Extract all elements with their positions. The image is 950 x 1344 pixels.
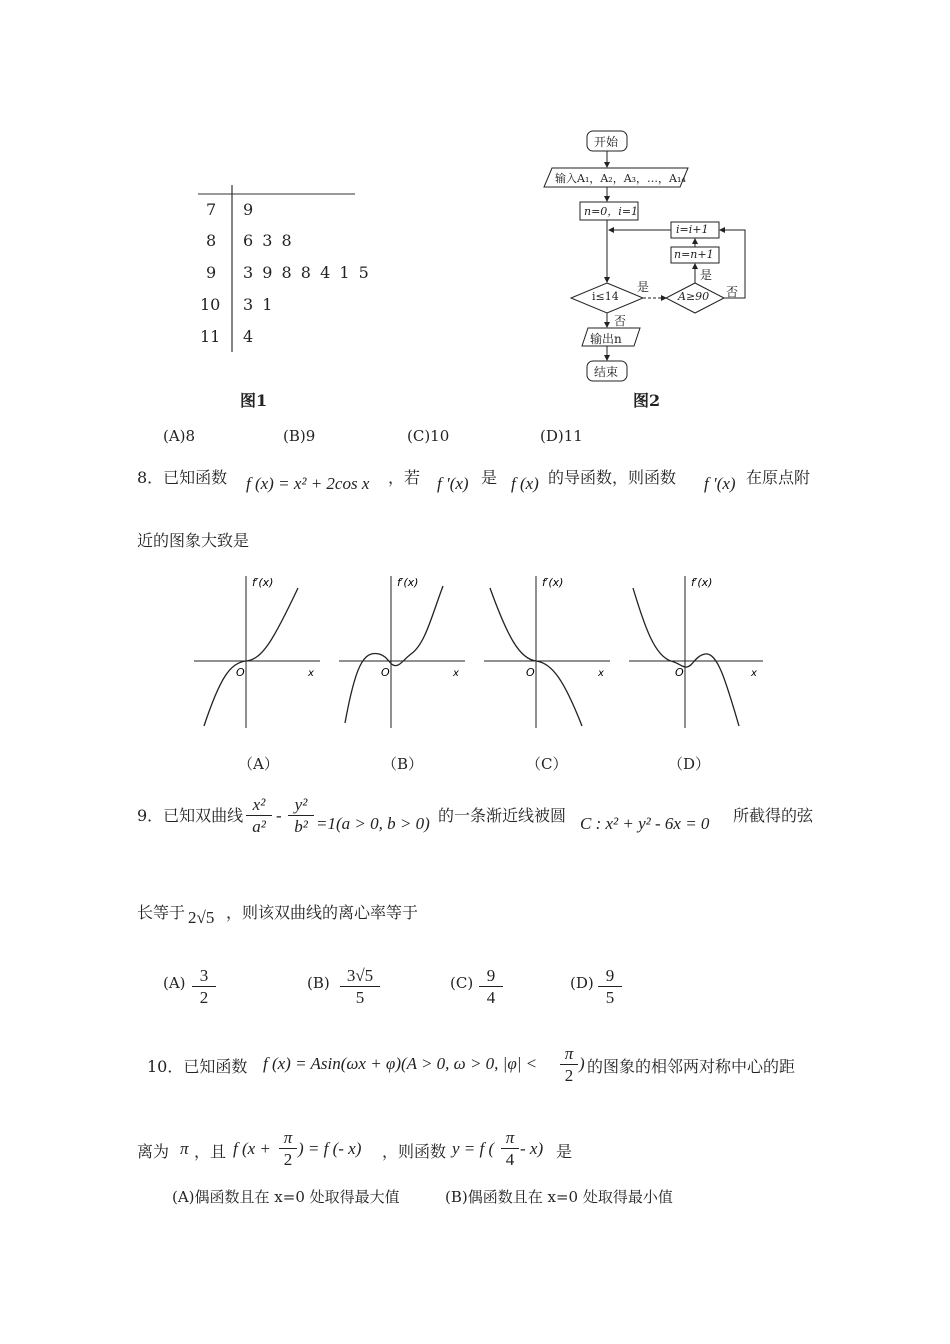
q8-graph-b-origin: O	[381, 666, 390, 679]
q10-two: 2	[564, 1066, 574, 1085]
q9-opt-b-den: 5	[355, 988, 365, 1007]
leaves-10: 3 1	[243, 295, 275, 314]
q9-text-2: 所截得的弦	[733, 806, 814, 825]
q10-eq-d: - x)	[520, 1139, 544, 1158]
q10-pi: π	[560, 1044, 578, 1065]
q8-graph-c	[480, 568, 620, 733]
q9-opt-a-label: (A)	[163, 974, 186, 992]
q9-a2: a²	[252, 817, 266, 836]
stem-8: 8	[206, 231, 217, 250]
q10-line-2c: ，则函数	[382, 1142, 447, 1161]
q10-text-1: 的图象的相邻两对称中心的距	[587, 1057, 796, 1076]
q8-label-d: （D）	[668, 755, 711, 773]
q10-frac-pi2	[560, 1044, 578, 1087]
figure2-caption: 图2	[633, 391, 661, 410]
q7-option-b: (B)9	[283, 427, 316, 445]
q8-graph-b-xlabel: x	[453, 668, 459, 679]
q10-close: )	[579, 1054, 585, 1073]
q8-f: f (x)	[511, 474, 539, 493]
q8-label-a: （A）	[238, 755, 279, 773]
flow-no-1: 否	[726, 285, 739, 299]
q10-pi-b: π	[279, 1128, 297, 1149]
q7-option-d: (D)11	[540, 427, 583, 445]
q9-chord: 2√5	[188, 908, 215, 927]
q9-b2: b²	[294, 817, 308, 836]
flow-init: n=0，i=1	[584, 205, 639, 218]
q10-eq-c: y = f (	[452, 1139, 495, 1158]
q8-number: 8．已知函数	[137, 468, 228, 487]
q10-pi-c: π	[501, 1128, 519, 1149]
q9-opt-d-label: (D)	[570, 974, 594, 992]
flow-input: 输入A₁，A₂，A₃，…，A₁₄	[555, 172, 686, 185]
flow-yes-1: 是	[637, 280, 650, 294]
q9-opt-b	[340, 966, 380, 1009]
q10-f-def: f (x) = Asin(ωx + φ)(A > 0, ω > 0, |φ| <	[263, 1054, 538, 1073]
q9-x2: x²	[246, 795, 272, 816]
q8-text-1: ，若	[388, 468, 421, 487]
leaves-11: 4	[243, 327, 256, 346]
q9-y2: y²	[288, 795, 314, 816]
leaves-9: 3 9 8 8 4 1 5	[243, 263, 371, 282]
figure1-caption: 图1	[240, 391, 268, 410]
q10-eq-a: f (x +	[233, 1139, 271, 1158]
q9-line-2b: ，则该双曲线的离心率等于	[226, 903, 419, 922]
q8-text-3: 的导函数，则函数	[548, 468, 677, 487]
q10-line-2d: 是	[556, 1142, 573, 1161]
q7-option-c: (C)10	[407, 427, 450, 445]
q8-graph-a-origin: O	[236, 666, 245, 679]
q7-option-a: (A)8	[163, 427, 196, 445]
q9-opt-c	[479, 966, 503, 1009]
q10-four: 4	[505, 1150, 515, 1169]
stem-11: 11	[200, 327, 221, 346]
q8-line-2: 近的图象大致是	[137, 531, 250, 550]
flow-cond2: A≥90	[678, 290, 710, 303]
flow-end: 结束	[594, 365, 619, 379]
flow-no-2: 否	[614, 314, 627, 328]
q8-f-def: f (x) = x² + 2cos x	[246, 474, 370, 493]
q8-graph-d-xlabel: x	[751, 668, 757, 679]
q10-line-2-pi: π	[180, 1139, 189, 1158]
q9-minus: -	[276, 806, 282, 825]
leaves-7: 9	[243, 200, 256, 219]
q8-fprime: f ′(x)	[437, 474, 469, 493]
q8-graph-c-origin: O	[526, 666, 535, 679]
q9-circle: C : x² + y² - 6x = 0	[580, 814, 710, 833]
q9-opt-a	[192, 966, 216, 1009]
q8-graph-a	[190, 568, 330, 733]
q9-frac-x	[246, 795, 272, 838]
q9-opt-d	[598, 966, 622, 1009]
flowchart-lines	[540, 125, 770, 385]
q8-graph-c-ylabel: f′(x)	[542, 576, 564, 589]
q8-graph-b	[335, 568, 475, 733]
leaves-8: 6 3 8	[243, 231, 294, 250]
flow-cond1: i≤14	[592, 290, 619, 303]
flow-start: 开始	[594, 135, 619, 149]
q10-two-b: 2	[283, 1150, 293, 1169]
q8-fprime-2: f ′(x)	[704, 474, 736, 493]
q8-graph-d-origin: O	[675, 666, 684, 679]
q10-line-2b: ，且	[194, 1142, 227, 1161]
q9-condition: =1(a > 0, b > 0)	[316, 814, 430, 833]
q9-opt-c-label: (C)	[450, 974, 474, 992]
flow-inc-i: i=i+1	[676, 223, 709, 236]
q9-line-2a: 长等于	[137, 903, 186, 922]
q8-label-c: （C）	[526, 755, 568, 773]
stem-10: 10	[200, 295, 221, 314]
q8-graph-a-ylabel: f′(x)	[252, 576, 274, 589]
q8-label-b: （B）	[382, 755, 424, 773]
q9-opt-d-num: 9	[598, 966, 622, 987]
flow-inc-n: n=n+1	[674, 248, 714, 261]
q8-graph-b-ylabel: f′(x)	[397, 576, 419, 589]
q8-graph-a-xlabel: x	[308, 668, 314, 679]
stem-7: 7	[206, 200, 217, 219]
q10-frac-pi2-b	[279, 1128, 297, 1171]
stem-9: 9	[206, 263, 217, 282]
q9-opt-b-num: 3√5	[340, 966, 380, 987]
flow-output: 输出n	[590, 332, 622, 346]
q10-frac-pi4	[501, 1128, 519, 1171]
q9-text-1: 的一条渐近线被圆	[438, 806, 567, 825]
q10-eq-b: ) = f (- x)	[298, 1139, 362, 1158]
q9-opt-b-label: (B)	[307, 974, 330, 992]
q8-graph-c-xlabel: x	[598, 668, 604, 679]
q9-number: 9．已知双曲线	[137, 806, 244, 825]
q9-opt-a-den: 2	[199, 988, 209, 1007]
q9-opt-d-den: 5	[605, 988, 615, 1007]
q9-opt-c-den: 4	[486, 988, 496, 1007]
q8-text-2: 是	[481, 468, 498, 487]
q8-text-4: 在原点附	[746, 468, 811, 487]
q8-graph-d	[625, 568, 770, 733]
q10-opt-a: (A)偶函数且在 x=0 处取得最大值	[172, 1188, 400, 1206]
q10-opt-b: (B)偶函数且在 x=0 处取得最小值	[445, 1188, 673, 1206]
flow-yes-2: 是	[700, 268, 713, 282]
q9-opt-c-num: 9	[479, 966, 503, 987]
q10-number: 10．已知函数	[147, 1057, 248, 1076]
q9-frac-y	[288, 795, 314, 838]
q9-opt-a-num: 3	[192, 966, 216, 987]
q10-line-2a: 离为	[137, 1142, 170, 1161]
q8-graph-d-ylabel: f′(x)	[691, 576, 713, 589]
